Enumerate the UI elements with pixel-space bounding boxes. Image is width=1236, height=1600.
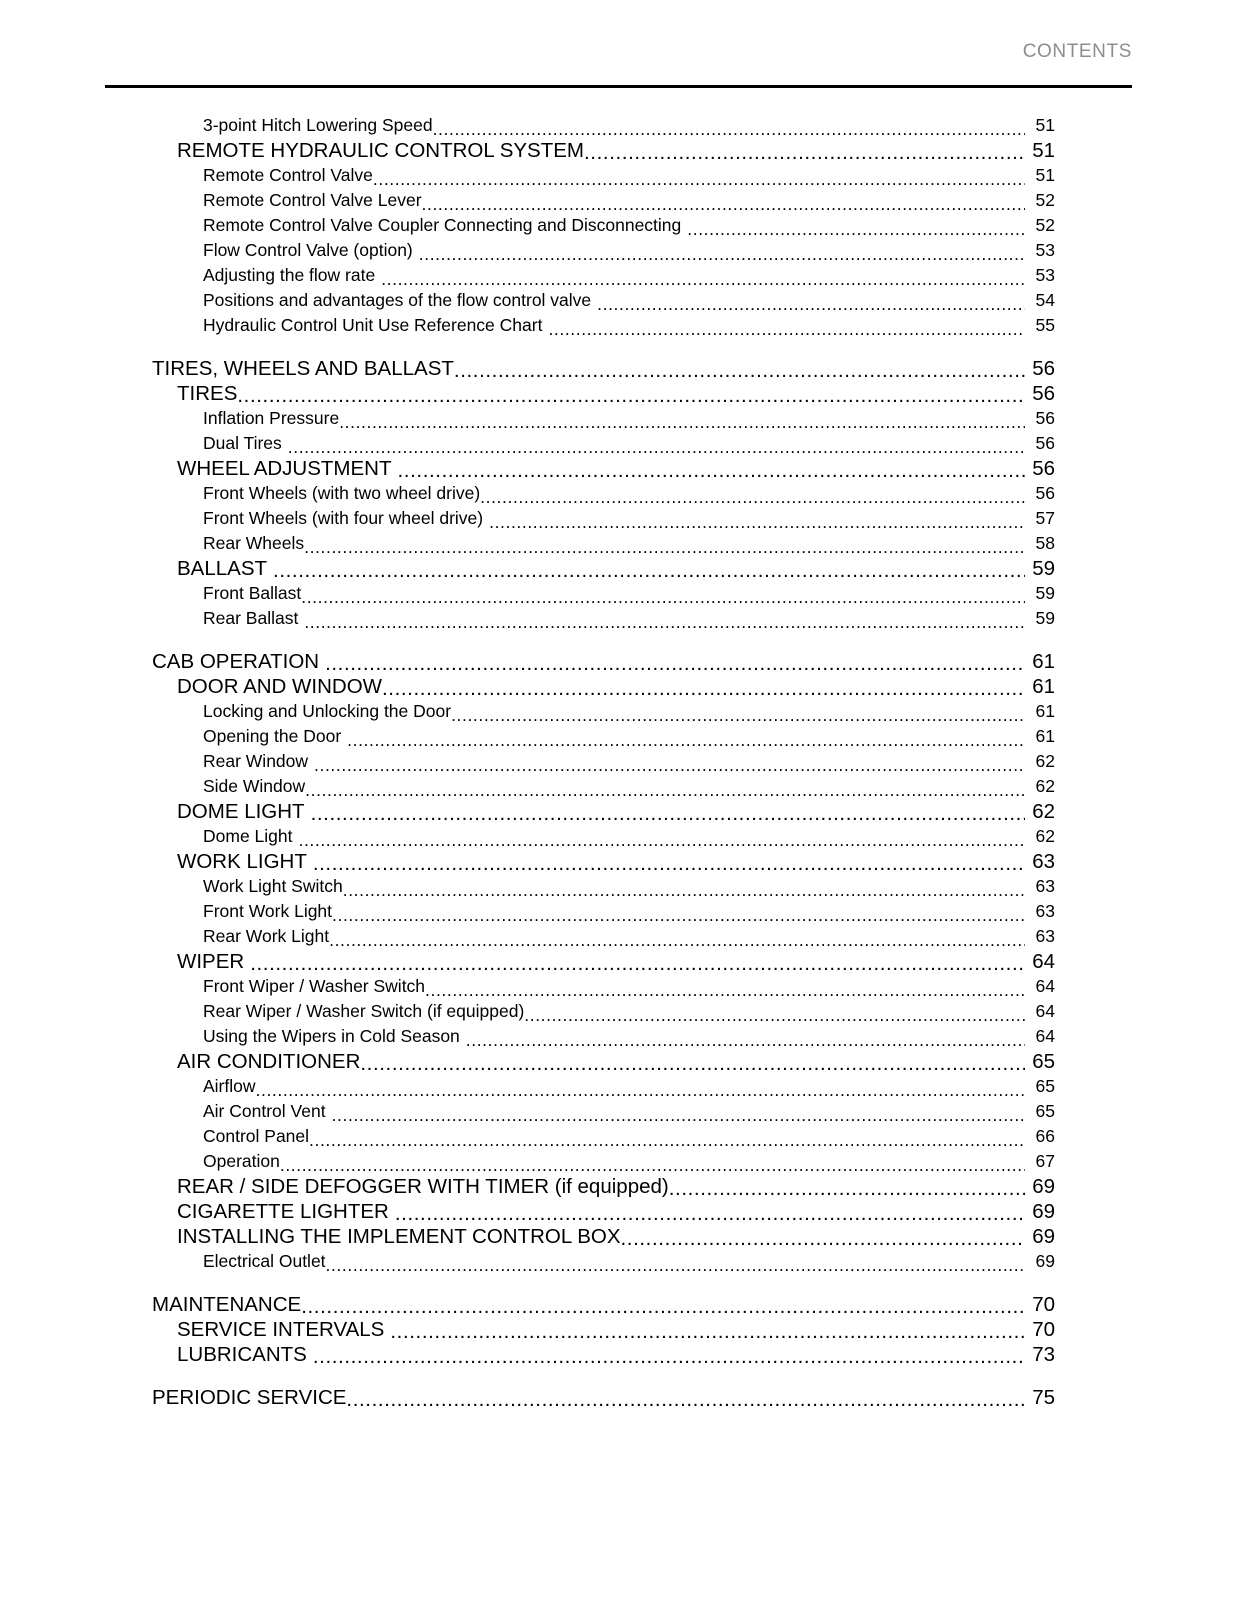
toc-dot-leader <box>542 321 1025 339</box>
toc-dot-leader <box>433 121 1025 139</box>
toc-entry-label: REAR / SIDE DEFOGGER WITH TIMER (if equipped) <box>177 1175 669 1198</box>
toc-dot-leader <box>584 143 1025 164</box>
toc-entry-label: Dome Light <box>203 826 293 846</box>
toc-dot-leader <box>267 561 1025 582</box>
toc-dot-leader <box>309 1132 1025 1150</box>
toc-dot-leader <box>341 732 1025 750</box>
toc-entry[interactable] <box>0 456 1236 481</box>
toc-entry-label: Rear Wheels <box>203 533 305 553</box>
toc-dot-leader <box>413 246 1025 264</box>
toc-dot-leader <box>669 1179 1025 1200</box>
toc-entry[interactable] <box>0 1049 1236 1074</box>
toc-entry-page-number: 56 <box>1032 382 1055 405</box>
toc-entry-label: 3-point Hitch Lowering Speed <box>203 115 433 135</box>
toc-entry[interactable] <box>0 724 1236 749</box>
toc-entry-page-number: 53 <box>1035 240 1055 260</box>
toc-dot-leader <box>308 757 1025 775</box>
toc-entry-page-number: 63 <box>1032 850 1055 873</box>
toc-entry-label: WHEEL ADJUSTMENT <box>177 457 392 480</box>
toc-entry[interactable] <box>0 188 1236 213</box>
toc-entry[interactable] <box>0 481 1236 506</box>
toc-dot-leader <box>382 679 1025 700</box>
toc-dot-leader <box>304 539 1025 557</box>
toc-entry-label: BALLAST <box>177 557 268 580</box>
toc-entry[interactable] <box>0 288 1236 313</box>
toc-dot-leader <box>460 1032 1025 1050</box>
toc-entry-label: Front Wheels (with four wheel drive) <box>203 508 484 528</box>
toc-dot-leader <box>375 271 1025 289</box>
toc-entry-page-number: 52 <box>1035 215 1055 235</box>
toc-entry-label: REMOTE HYDRAULIC CONTROL SYSTEM <box>177 139 585 162</box>
page-title: CONTENTS <box>1022 41 1132 62</box>
toc-entry-page-number: 73 <box>1032 1343 1055 1366</box>
toc-entry-page-number: 69 <box>1032 1175 1055 1198</box>
toc-entry-page-number: 51 <box>1035 115 1055 135</box>
toc-dot-leader <box>591 296 1025 314</box>
toc-entry[interactable] <box>0 556 1236 581</box>
toc-entry[interactable] <box>0 1385 1236 1410</box>
toc-entry[interactable] <box>0 824 1236 849</box>
toc-entry[interactable] <box>0 1124 1236 1149</box>
toc-entry-page-number: 64 <box>1035 1001 1055 1021</box>
toc-entry-page-number: 64 <box>1032 950 1055 973</box>
toc-entry-page-number: 66 <box>1035 1126 1055 1146</box>
toc-entry[interactable] <box>0 263 1236 288</box>
toc-entry-page-number: 61 <box>1035 701 1055 721</box>
toc-entry-label: WIPER <box>177 950 245 973</box>
toc-dot-leader <box>305 782 1025 800</box>
toc-entry[interactable] <box>0 799 1236 824</box>
toc-entry-label: Remote Control Valve <box>203 165 373 185</box>
toc-entry-label: TIRES <box>177 382 238 405</box>
toc-entry[interactable] <box>0 606 1236 631</box>
toc-entry-page-number: 69 <box>1035 1251 1055 1271</box>
toc-dot-leader <box>326 1257 1025 1275</box>
toc-dot-leader <box>483 514 1025 532</box>
toc-dot-leader <box>346 1390 1025 1411</box>
toc-entry-page-number: 59 <box>1035 608 1055 628</box>
toc-entry-label: Inflation Pressure <box>203 408 340 428</box>
toc-entry-label: Remote Control Valve Lever <box>203 190 422 210</box>
toc-entry-label: Opening the Door <box>203 726 342 746</box>
toc-entry[interactable] <box>0 849 1236 874</box>
toc-entry[interactable] <box>0 649 1236 674</box>
toc-entry-page-number: 58 <box>1035 533 1055 553</box>
toc-dot-leader <box>301 589 1025 607</box>
toc-entry-label: Hydraulic Control Unit Use Reference Chart <box>203 315 543 335</box>
toc-entry-label: Rear Wiper / Washer Switch (if equipped) <box>203 1001 525 1021</box>
toc-dot-leader <box>329 932 1025 950</box>
toc-entry[interactable] <box>0 506 1236 531</box>
toc-entry[interactable] <box>0 1224 1236 1249</box>
toc-entry-page-number: 63 <box>1035 876 1055 896</box>
toc-entry[interactable] <box>0 874 1236 899</box>
toc-entry[interactable] <box>0 1249 1236 1274</box>
toc-dot-leader <box>343 882 1025 900</box>
toc-entry[interactable] <box>0 1099 1236 1124</box>
toc-entry[interactable] <box>0 581 1236 606</box>
toc-entry-page-number: 62 <box>1032 800 1055 823</box>
toc-dot-leader <box>326 1107 1025 1125</box>
toc-entry-label: Air Control Vent <box>203 1101 326 1121</box>
toc-dot-leader <box>280 1157 1025 1175</box>
toc-entry-label: INSTALLING THE IMPLEMENT CONTROL BOX <box>177 1225 621 1248</box>
toc-entry[interactable] <box>0 238 1236 263</box>
toc-entry[interactable] <box>0 138 1236 163</box>
toc-entry-page-number: 53 <box>1035 265 1055 285</box>
toc-entry[interactable] <box>0 213 1236 238</box>
toc-entry-label: LUBRICANTS <box>177 1343 307 1366</box>
toc-entry[interactable] <box>0 1342 1236 1367</box>
toc-entry-page-number: 56 <box>1035 483 1055 503</box>
toc-dot-leader <box>360 1054 1025 1075</box>
toc-entry[interactable] <box>0 899 1236 924</box>
toc-entry-page-number: 59 <box>1032 557 1055 580</box>
toc-dot-leader <box>256 1082 1025 1100</box>
toc-entry-page-number: 61 <box>1035 726 1055 746</box>
toc-dot-leader <box>480 489 1025 507</box>
toc-entry-label: Operation <box>203 1151 280 1171</box>
toc-dot-leader <box>237 386 1025 407</box>
toc-entry-label: Side Window <box>203 776 306 796</box>
toc-dot-leader <box>301 1297 1025 1318</box>
toc-entry[interactable] <box>0 1174 1236 1199</box>
toc-dot-leader <box>307 1347 1025 1368</box>
toc-dot-leader <box>339 414 1025 432</box>
toc-entry-page-number: 56 <box>1032 357 1055 380</box>
toc-entry[interactable] <box>0 774 1236 799</box>
toc-dot-leader <box>298 614 1025 632</box>
toc-entry[interactable] <box>0 1199 1236 1224</box>
toc-entry-label: DOOR AND WINDOW <box>177 675 382 698</box>
toc-dot-leader <box>244 954 1025 975</box>
toc-entry-page-number: 67 <box>1035 1151 1055 1171</box>
toc-dot-leader <box>422 196 1025 214</box>
toc-entry-page-number: 69 <box>1032 1225 1055 1248</box>
toc-entry-page-number: 62 <box>1035 751 1055 771</box>
toc-entry-label: Front Work Light <box>203 901 333 921</box>
toc-entry-page-number: 51 <box>1032 139 1055 162</box>
toc-entry[interactable] <box>0 356 1236 381</box>
toc-entry-label: Work Light Switch <box>203 876 343 896</box>
toc-entry[interactable] <box>0 1074 1236 1099</box>
toc-entry-page-number: 54 <box>1035 290 1055 310</box>
header-divider <box>105 85 1132 88</box>
toc-dot-leader <box>425 982 1025 1000</box>
toc-entry[interactable] <box>0 1292 1236 1317</box>
toc-entry-label: Rear Work Light <box>203 926 330 946</box>
toc-entry[interactable] <box>0 531 1236 556</box>
toc-entry-label: Using the Wipers in Cold Season <box>203 1026 460 1046</box>
toc-dot-leader <box>319 654 1025 675</box>
toc-entry-label: DOME LIGHT <box>177 800 305 823</box>
toc-entry-page-number: 63 <box>1035 926 1055 946</box>
toc-entry[interactable] <box>0 1149 1236 1174</box>
toc-entry-page-number: 65 <box>1032 1050 1055 1073</box>
toc-entry-page-number: 64 <box>1035 976 1055 996</box>
toc-entry[interactable] <box>0 431 1236 456</box>
toc-entry[interactable] <box>0 163 1236 188</box>
toc-entry-label: MAINTENANCE <box>152 1293 302 1316</box>
toc-entry[interactable] <box>0 974 1236 999</box>
toc-entry-page-number: 56 <box>1032 457 1055 480</box>
toc-dot-leader <box>524 1007 1025 1025</box>
toc-entry-page-number: 65 <box>1035 1101 1055 1121</box>
toc-entry-page-number: 62 <box>1035 826 1055 846</box>
toc-entry[interactable] <box>0 313 1236 338</box>
toc-entry-label: WORK LIGHT <box>177 850 307 873</box>
toc-dot-leader <box>389 1204 1025 1225</box>
toc-entry-label: Remote Control Valve Coupler Connecting and Disconnecting <box>203 215 682 235</box>
toc-dot-leader <box>392 461 1025 482</box>
toc-entry-page-number: 52 <box>1035 190 1055 210</box>
toc-dot-leader <box>307 854 1025 875</box>
toc-entry-label: Front Wheels (with two wheel drive) <box>203 483 481 503</box>
toc-entry[interactable] <box>0 1024 1236 1049</box>
toc-entry-page-number: 75 <box>1032 1386 1055 1409</box>
toc-dot-leader <box>384 1322 1025 1343</box>
table-of-contents <box>0 113 1236 1410</box>
toc-dot-leader <box>282 439 1025 457</box>
toc-entry-label: Electrical Outlet <box>203 1251 326 1271</box>
toc-entry-page-number: 70 <box>1032 1318 1055 1341</box>
toc-entry-page-number: 56 <box>1035 433 1055 453</box>
toc-entry-label: TIRES, WHEELS AND BALLAST <box>152 357 454 380</box>
toc-dot-leader <box>454 361 1025 382</box>
toc-entry-label: Airflow <box>203 1076 256 1096</box>
toc-dot-leader <box>681 221 1025 239</box>
toc-entry-label: Rear Window <box>203 751 309 771</box>
toc-entry-page-number: 57 <box>1035 508 1055 528</box>
toc-entry[interactable] <box>0 749 1236 774</box>
toc-entry-page-number: 51 <box>1035 165 1055 185</box>
toc-entry[interactable] <box>0 381 1236 406</box>
toc-entry-label: CAB OPERATION <box>152 650 320 673</box>
toc-entry[interactable] <box>0 924 1236 949</box>
toc-entry-label: Adjusting the flow rate <box>203 265 376 285</box>
toc-entry-page-number: 64 <box>1035 1026 1055 1046</box>
toc-entry-label: Front Ballast <box>203 583 302 603</box>
toc-entry-label: Front Wiper / Washer Switch <box>203 976 426 996</box>
toc-entry-label: Positions and advantages of the flow control valve <box>203 290 592 310</box>
toc-entry[interactable] <box>0 949 1236 974</box>
toc-entry[interactable] <box>0 699 1236 724</box>
toc-dot-leader <box>373 171 1025 189</box>
page-header <box>105 40 1132 86</box>
toc-entry[interactable] <box>0 113 1236 138</box>
toc-entry-page-number: 63 <box>1035 901 1055 921</box>
toc-entry-label: Dual Tires <box>203 433 282 453</box>
toc-dot-leader <box>332 907 1025 925</box>
toc-entry-page-number: 70 <box>1032 1293 1055 1316</box>
toc-dot-leader <box>451 707 1025 725</box>
toc-entry-page-number: 61 <box>1032 650 1055 673</box>
toc-entry-label: PERIODIC SERVICE <box>152 1386 347 1409</box>
toc-entry-page-number: 55 <box>1035 315 1055 335</box>
toc-entry[interactable] <box>0 999 1236 1024</box>
toc-entry[interactable] <box>0 406 1236 431</box>
toc-entry-page-number: 61 <box>1032 675 1055 698</box>
toc-entry-page-number: 62 <box>1035 776 1055 796</box>
toc-entry-label: Locking and Unlocking the Door <box>203 701 452 721</box>
toc-dot-leader <box>305 804 1025 825</box>
toc-entry-label: AIR CONDITIONER <box>177 1050 361 1073</box>
toc-entry-label: SERVICE INTERVALS <box>177 1318 385 1341</box>
toc-entry-page-number: 59 <box>1035 583 1055 603</box>
toc-entry-label: Flow Control Valve (option) <box>203 240 413 260</box>
toc-entry-page-number: 65 <box>1035 1076 1055 1096</box>
toc-entry-label: Control Panel <box>203 1126 310 1146</box>
toc-dot-leader <box>621 1229 1026 1250</box>
toc-entry[interactable] <box>0 1317 1236 1342</box>
toc-dot-leader <box>293 832 1026 850</box>
toc-entry-label: CIGARETTE LIGHTER <box>177 1200 389 1223</box>
toc-entry-label: Rear Ballast <box>203 608 299 628</box>
toc-entry-page-number: 56 <box>1035 408 1055 428</box>
toc-entry-page-number: 69 <box>1032 1200 1055 1223</box>
toc-entry[interactable] <box>0 674 1236 699</box>
